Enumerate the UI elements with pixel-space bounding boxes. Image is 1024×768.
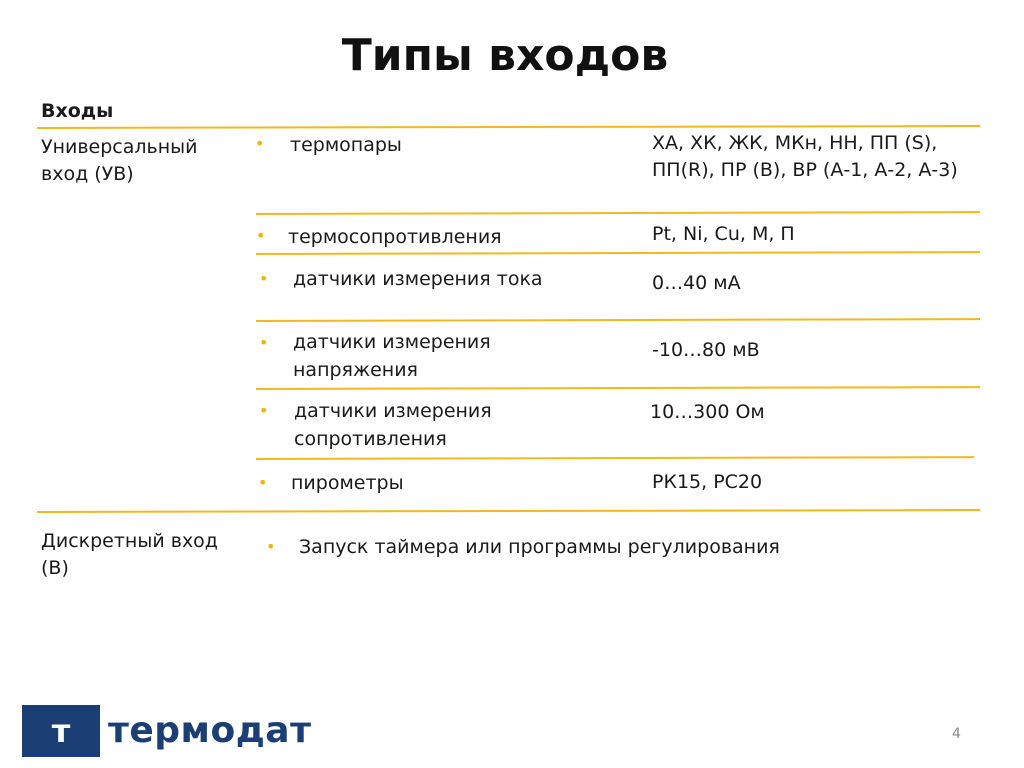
- bullet-dot-icon: •: [256, 226, 266, 245]
- page-number: 4: [952, 726, 961, 742]
- row-item: датчики измерения сопротивления: [294, 400, 492, 450]
- row-divider: [256, 211, 980, 215]
- bullet-dot-icon: •: [255, 134, 265, 153]
- row-value: ХА, ХК, ЖК, МКн, НН, ПП (S), ПП(R), ПР (B), ВР (А-1, А-2, А-3): [652, 132, 958, 181]
- brand-logo-icon: [22, 705, 100, 757]
- row-item: термопары: [290, 134, 402, 156]
- universal-input-label: Универсальный вход (УВ): [41, 136, 198, 185]
- discrete-item: Запуск таймера или программы регулирования: [299, 536, 780, 558]
- row-value: 0…40 мА: [652, 272, 741, 294]
- discrete-input-label: Дискретный вход (В): [41, 530, 218, 579]
- row-value: 10…300 Ом: [650, 401, 765, 423]
- brand-name: термодат: [108, 710, 312, 751]
- row-value: Pt, Ni, Cu, M, П: [652, 223, 795, 245]
- row-item: датчики измерения тока: [293, 268, 543, 290]
- row-divider: [256, 318, 980, 322]
- row-divider: [256, 251, 980, 255]
- bullet-dot-icon: •: [258, 473, 268, 492]
- row-item: пирометры: [291, 472, 404, 494]
- bullet-dot-icon: •: [259, 401, 269, 420]
- table-heading: Входы: [41, 100, 114, 122]
- row-divider: [256, 386, 980, 390]
- row-item: датчики измерения напряжения: [293, 331, 491, 381]
- logo-letter: т: [51, 712, 71, 750]
- row-value: -10…80 мВ: [652, 339, 760, 361]
- table-header-divider: [37, 125, 980, 129]
- row-value: РК15, РС20: [652, 471, 763, 493]
- page-title: Типы входов: [341, 30, 669, 81]
- row-item: термосопротивления: [288, 226, 502, 248]
- section-divider: [37, 509, 980, 513]
- bullet-dot-icon: •: [266, 537, 276, 556]
- bullet-dot-icon: •: [259, 333, 269, 352]
- bullet-dot-icon: •: [259, 269, 269, 288]
- row-divider: [256, 456, 974, 460]
